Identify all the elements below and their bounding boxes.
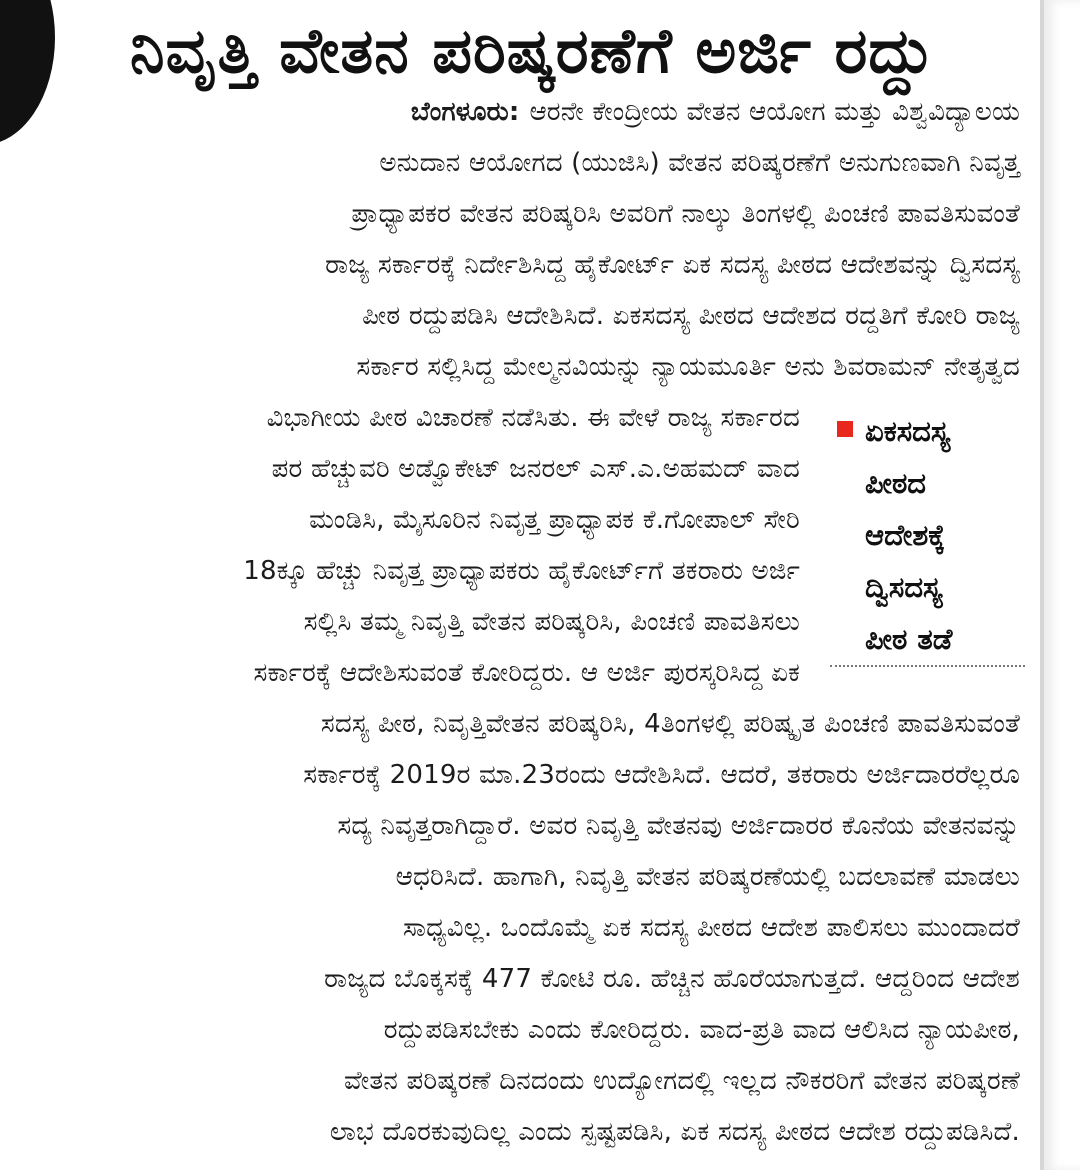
body-line: ರಾಜ್ಯದ ಬೊಕ್ಕಸಕ್ಕೆ 477 ಕೋಟಿ ರೂ. ಹೆಚ್ಚಿನ ಹೊರೆಯಾಗುತ್ತದೆ. ಆದ್ದರಿಂದ ಆದೇಶ — [324, 964, 1020, 994]
highlight-line: ದ್ವಿಸದಸ್ಯ — [865, 570, 943, 604]
highlight-box — [835, 405, 1025, 665]
body-line: ಪ್ರಾಧ್ಯಾಪಕರ ವೇತನ ಪರಿಷ್ಕರಿಸಿ ಅವರಿಗೆ ನಾಲ್ಕು ತಿಂಗಳಲ್ಲಿ ಪಿಂಚಣಿ ಪಾವತಿಸುವಂತೆ — [351, 199, 1020, 229]
highlight-line: ಪೀಠದ — [865, 466, 927, 500]
body-line: ವೇತನ ಪರಿಷ್ಕರಣೆ ದಿನದಂದು ಉದ್ಯೋಗದಲ್ಲಿ ಇಲ್ಲದ ನೌಕರರಿಗೆ ವೇತನ ಪರಿಷ್ಕರಣೆ — [344, 1066, 1020, 1096]
body-line: ಲಾಭ ದೊರಕುವುದಿಲ್ಲ ಎಂದು ಸ್ಪಷ್ಟಪಡಿಸಿ, ಏಕ ಸದಸ್ಯ ಪೀಠದ ಆದೇಶ ರದ್ದುಪಡಿಸಿದೆ. — [329, 1117, 1020, 1147]
body-line: 18ಕ್ಕೂ ಹೆಚ್ಚು ನಿವೃತ್ತ ಪ್ರಾಧ್ಯಾಪಕರು ಹೈಕೋರ್ಟ್‌ಗೆ ತಕರಾರು ಅರ್ಜಿ — [243, 556, 800, 586]
body-line: ಮಂಡಿಸಿ, ಮೈಸೂರಿನ ನಿವೃತ್ತ ಪ್ರಾಧ್ಯಾಪಕ ಕೆ.ಗೋಪಾಲ್ ಸೇರಿ — [309, 505, 800, 535]
body-line: ಬೆಂಗಳೂರು: ಆರನೇ ಕೇಂದ್ರೀಯ ವೇತನ ಆಯೋಗ ಮತ್ತು ವಿಶ್ವವಿದ್ಯಾಲಯ — [410, 97, 1020, 127]
highlight-divider — [830, 665, 1025, 667]
body-line: ಪರ ಹೆಚ್ಚುವರಿ ಅಡ್ವೊಕೇಟ್ ಜನರಲ್ ಎಸ್.ಎ.ಅಹಮದ್ ವಾದ — [271, 454, 800, 484]
clipping-edge — [1040, 0, 1080, 1170]
body-line: ರದ್ದುಪಡಿಸಬೇಕು ಎಂದು ಕೋರಿದ್ದರು. ವಾದ-ಪ್ರತಿ ವಾದ ಆಲಿಸಿದ ನ್ಯಾಯಪೀಠ, — [383, 1015, 1020, 1045]
body-line: ವಿಭಾಗೀಯ ಪೀಠ ವಿಚಾರಣೆ ನಡೆಸಿತು. ಈ ವೇಳೆ ರಾಜ್ಯ ಸರ್ಕಾರದ — [266, 403, 800, 433]
body-line: ಆಧರಿಸಿದೆ. ಹಾಗಾಗಿ, ನಿವೃತ್ತಿ ವೇತನ ಪರಿಷ್ಕರಣೆಯಲ್ಲಿ ಬದಲಾವಣೆ ಮಾಡಲು — [395, 862, 1020, 892]
highlight-line: ಪೀಠ ತಡೆ — [865, 622, 953, 656]
dateline: ಬೆಂಗಳೂರು: — [410, 97, 520, 127]
body-line: ಪೀಠ ರದ್ದುಪಡಿಸಿ ಆದೇಶಿಸಿದೆ. ಏಕಸದಸ್ಯ ಪೀಠದ ಆದೇಶದ ರದ್ದತಿಗೆ ಕೋರಿ ರಾಜ್ಯ — [362, 301, 1020, 331]
body-line: ಸರ್ಕಾರಕ್ಕೆ 2019ರ ಮಾ.23ರಂದು ಆದೇಶಿಸಿದೆ. ಆದರೆ, ತಕರಾರು ಅರ್ಜಿದಾರರೆಲ್ಲರೂ — [303, 760, 1020, 790]
body-line: ಸಾಧ್ಯವಿಲ್ಲ. ಒಂದೊಮ್ಮೆ ಏಕ ಸದಸ್ಯ ಪೀಠದ ಆದೇಶ ಪಾಲಿಸಲು ಮುಂದಾದರೆ — [402, 913, 1020, 943]
article-headline: ನಿವೃತ್ತಿ ವೇತನ ಪರಿಷ್ಕರಣೆಗೆ ಅರ್ಜಿ ರದ್ದು — [130, 14, 935, 87]
corner-shadow — [0, 0, 55, 145]
body-line: ಸರ್ಕಾರಕ್ಕೆ ಆದೇಶಿಸುವಂತೆ ಕೋರಿದ್ದರು. ಆ ಅರ್ಜಿ ಪುರಸ್ಕರಿಸಿದ್ದ ಏಕ — [253, 658, 800, 688]
body-line: ರಾಜ್ಯ ಸರ್ಕಾರಕ್ಕೆ ನಿರ್ದೇಶಿಸಿದ್ದ ಹೈಕೋರ್ಟ್ ಏಕ ಸದಸ್ಯ ಪೀಠದ ಆದೇಶವನ್ನು ದ್ವಿಸದಸ್ಯ — [325, 250, 1020, 280]
body-line: ಸಲ್ಲಿಸಿ ತಮ್ಮ ನಿವೃತ್ತಿ ವೇತನ ಪರಿಷ್ಕರಿಸಿ, ಪಿಂಚಣಿ ಪಾವತಿಸಲು — [303, 607, 800, 637]
highlight-line: ಆದೇಶಕ್ಕೆ — [865, 518, 946, 552]
body-line: ಅನುದಾನ ಆಯೋಗದ (ಯುಜಿಸಿ) ವೇತನ ಪರಿಷ್ಕರಣೆಗೆ ಅನುಗುಣವಾಗಿ ನಿವೃತ್ತ — [379, 148, 1020, 178]
highlight-line: ಏಕಸದಸ್ಯ — [835, 405, 1025, 457]
body-line: ಸರ್ಕಾರ ಸಲ್ಲಿಸಿದ್ದ ಮೇಲ್ಮನವಿಯನ್ನು ನ್ಯಾಯಮೂರ್ತಿ ಅನು ಶಿವರಾಮನ್ ನೇತೃತ್ವದ — [356, 352, 1020, 382]
body-line: ಸದ್ಯ ನಿವೃತ್ತರಾಗಿದ್ದಾರೆ. ಅವರ ನಿವೃತ್ತಿ ವೇತನವು ಅರ್ಜಿದಾರರ ಕೊನೆಯ ವೇತನವನ್ನು — [337, 811, 1020, 841]
body-line: ಸದಸ್ಯ ಪೀಠ, ನಿವೃತ್ತಿವೇತನ ಪರಿಷ್ಕರಿಸಿ, 4ತಿಂಗಳಲ್ಲಿ ಪರಿಷ್ಕೃತ ಪಿಂಚಣಿ ಪಾವತಿಸುವಂತೆ — [320, 709, 1020, 739]
red-square-bullet-icon — [837, 421, 853, 437]
